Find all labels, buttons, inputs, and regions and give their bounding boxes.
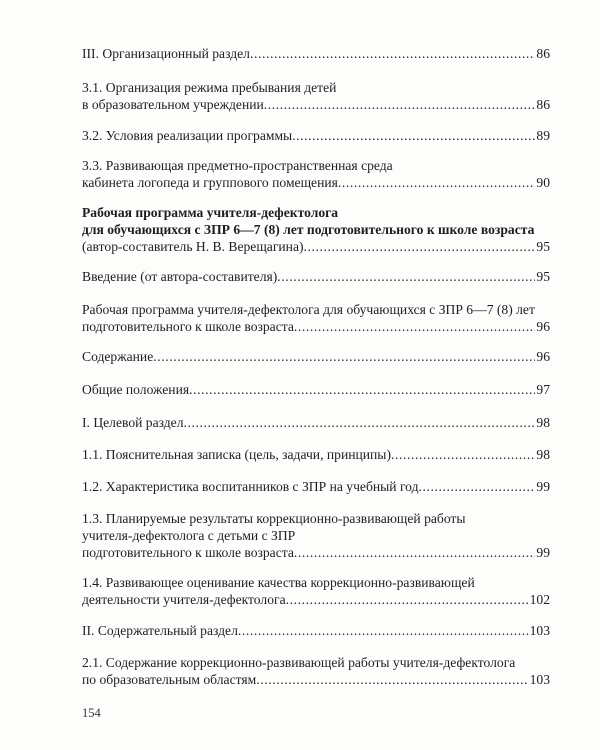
toc-entry-title: 1.2. Характеристика воспитанников с ЗПР на учебный год	[82, 479, 419, 494]
toc-entry-section-3[interactable]	[82, 45, 550, 62]
toc-entry-title-cont: в образовательном учреждении	[82, 97, 264, 112]
toc-entry-2-1[interactable]	[82, 654, 550, 688]
dot-leader	[286, 591, 529, 608]
toc-heading-bold-cont: для обучающихся с ЗПР 6—7 (8) лет подготовительного к школе возраста	[82, 222, 535, 237]
toc-entry-3-1[interactable]	[82, 79, 550, 113]
dot-leader	[294, 318, 536, 335]
dot-leader	[250, 45, 535, 62]
page-number: 154	[82, 706, 101, 720]
toc-entry-general-provisions[interactable]	[82, 381, 550, 398]
dot-leader	[153, 348, 535, 365]
toc-page-number: 97	[536, 382, 550, 397]
toc-entry-title-cont: подготовительного к школе возраста	[82, 545, 294, 560]
toc-page-number: 86	[536, 97, 550, 112]
toc-entry-title-cont: по образовательным областям	[82, 672, 257, 687]
toc-page-number: 98	[536, 415, 550, 430]
dot-leader	[419, 478, 536, 495]
toc-entry-contents[interactable]	[82, 348, 550, 365]
toc-entry-1-2[interactable]	[82, 478, 550, 495]
toc-page-number: 103	[529, 623, 550, 638]
toc-page-number: 99	[536, 545, 550, 560]
toc-entry-1-4[interactable]	[82, 574, 550, 608]
dot-leader	[338, 174, 536, 191]
toc-page-number: 103	[529, 672, 550, 687]
toc-entry-work-program[interactable]	[82, 301, 550, 335]
toc-entry-3-3[interactable]	[82, 157, 550, 191]
dot-leader	[294, 544, 536, 561]
toc-entry-title: 3.1. Организация режима пребывания детей	[82, 80, 337, 95]
dot-leader	[264, 96, 536, 113]
toc-entry-title: 2.1. Содержание коррекционно-развивающей работы учителя-дефектолога	[82, 655, 516, 670]
toc-entry-title: III. Организационный раздел	[82, 46, 250, 61]
toc-entry-title: 3.2. Условия реализации программы	[82, 128, 293, 143]
toc-page-number: 99	[536, 479, 550, 494]
toc-page-number: 90	[536, 175, 550, 190]
toc-entry-title: II. Содержательный раздел	[82, 623, 238, 638]
dot-leader	[292, 127, 535, 144]
toc-entry-title: Общие положения	[82, 382, 190, 397]
toc-page-number: 95	[536, 239, 550, 254]
toc-entry-title-cont: учителя-дефектолога с детьми с ЗПР	[82, 528, 296, 543]
toc-page-number: 89	[536, 128, 550, 143]
dot-leader	[183, 414, 535, 431]
dot-leader	[256, 671, 528, 688]
toc-entry-1-3[interactable]	[82, 510, 550, 561]
toc-entry-work-program-defectologist[interactable]	[82, 204, 550, 255]
dot-leader	[304, 238, 536, 255]
toc-entry-title: 1.4. Развивающее оценивание качества коррекционно-развивающей	[82, 575, 475, 590]
toc-entry-title: 3.3. Развивающая предметно-пространственная среда	[82, 158, 393, 173]
toc-entry-1-1[interactable]	[82, 446, 550, 463]
dot-leader	[238, 622, 529, 639]
toc-entry-title: Рабочая программа учителя-дефектолога для обучающихся с ЗПР 6—7 (8) лет	[82, 302, 535, 317]
toc-page-number: 95	[536, 269, 550, 284]
toc-entry-introduction[interactable]	[82, 268, 550, 285]
toc-entry-title-cont: деятельности учителя-дефектолога	[82, 592, 286, 607]
toc-page-number: 96	[536, 319, 550, 334]
toc-entry-title: 1.1. Пояснительная записка (цель, задачи, принципы)	[82, 447, 391, 462]
toc-page-number: 102	[529, 592, 550, 607]
toc-entry-title: 1.3. Планируемые результаты коррекционно-развивающей работы	[82, 511, 466, 526]
toc-entry-title: Содержание	[82, 349, 154, 364]
toc-page-number: 98	[536, 447, 550, 462]
toc-entry-title: I. Целевой раздел	[82, 415, 184, 430]
dot-leader	[189, 381, 535, 398]
dot-leader	[277, 268, 535, 285]
toc-entry-3-2[interactable]	[82, 127, 550, 144]
toc-page-number: 86	[536, 46, 550, 61]
toc-entry-author: (автор-составитель Н. В. Верещагина)	[82, 239, 304, 254]
toc-entry-title: Введение (от автора-составителя)	[82, 269, 278, 284]
toc-entry-section-1[interactable]	[82, 414, 550, 431]
dot-leader	[391, 446, 535, 463]
toc-entry-title-cont: подготовительного к школе возраста	[82, 319, 294, 334]
toc-entry-title-cont: кабинета логопеда и группового помещения	[82, 175, 338, 190]
toc-heading-bold: Рабочая программа учителя-дефектолога	[82, 205, 339, 220]
toc-entry-section-2[interactable]	[82, 622, 550, 639]
toc-page-number: 96	[536, 349, 550, 364]
